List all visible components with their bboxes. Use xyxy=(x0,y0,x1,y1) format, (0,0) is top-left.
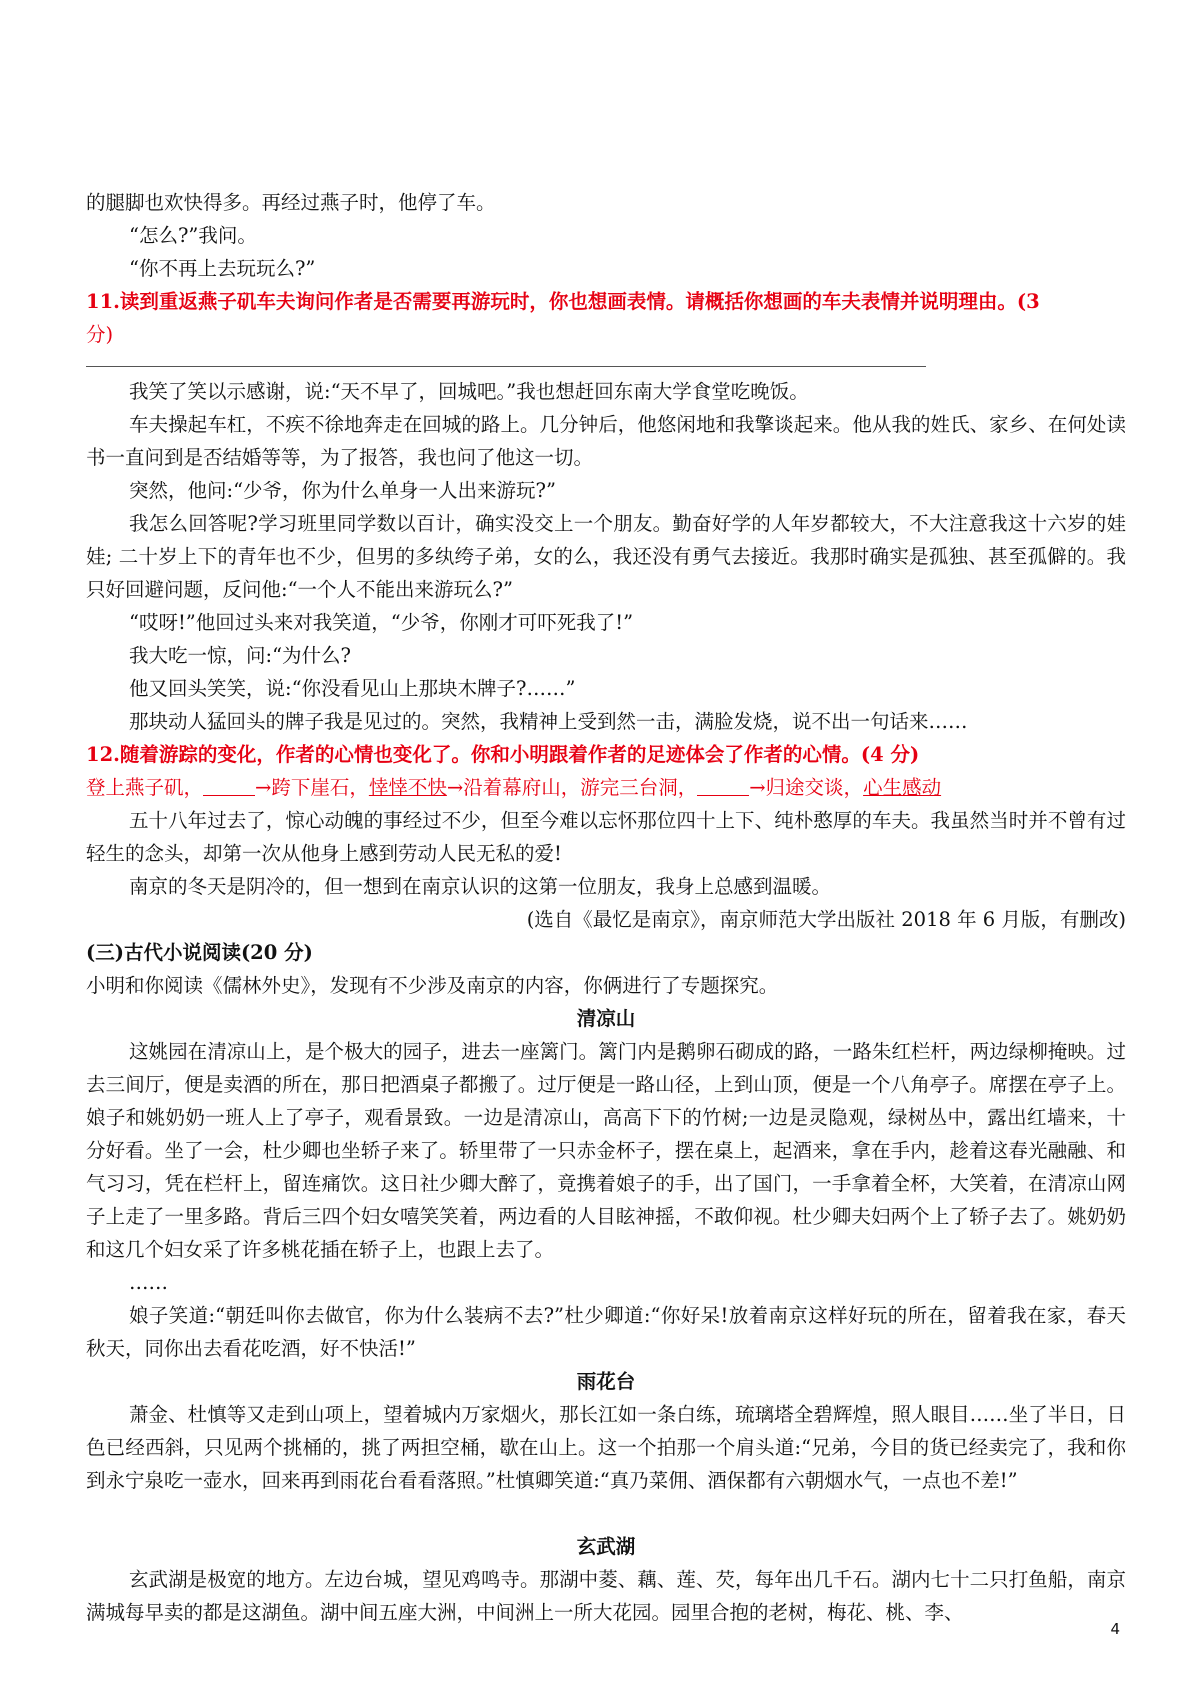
paragraph: 萧金、杜慎等又走到山项上，望着城内万家烟火，那长江如一条白练，琉璃塔全碧辉煌，照人眼目……坐了半日，日色已经西斜，只见两个挑桶的，挑了两担空桶，歇在山上。这一个拍那一个肩头道:“兄弟，今目的货已经卖完了，我和你到永宁泉吃一壶水，回来再到雨花台看看落照。”杜慎卿笑道:“真乃菜佣、酒保都有六朝烟水气，一点也不差!” xyxy=(86,1403,1126,1492)
question-11: 11.读到重返燕子矶车夫询问作者是否需要再游玩时，你也想画表情。请概括你想画的车夫表情并说明理由。(3 xyxy=(86,290,1040,313)
text-line: “你不再上去玩玩么?” xyxy=(129,257,316,280)
source-citation: (选自《最忆是南京》，南京师范大学出版社 2018 年 6 月版，有删改) xyxy=(526,908,1126,931)
page-number: 4 xyxy=(1110,1620,1120,1638)
paragraph: 五十八年过去了，惊心动魄的事经过不少，但至今难以忘怀那位四十上下、纯朴憨厚的车夫。我虽然当时并不曾有过轻生的念头，却第一次从他身上感到劳动人民无私的爱! xyxy=(86,809,1126,865)
answer-text: 悻悻不快 xyxy=(368,776,447,799)
answer-text: 登上燕子矶， xyxy=(86,776,204,799)
answer-text: →归途交谈， xyxy=(749,776,864,799)
paragraph: 我大吃一惊，问:“为什么? xyxy=(129,644,351,667)
fill-blank[interactable] xyxy=(203,775,255,796)
text-line: 的腿脚也欢快得多。再经过燕子时，他停了车。 xyxy=(86,191,496,214)
paragraph: 他又回头笑笑，说:“你没看见山上那块木牌子?……” xyxy=(129,677,576,700)
paragraph: 车夫操起车杠，不疾不徐地奔走在回城的路上。几分钟后，他悠闲地和我擎谈起来。他从我的姓氏、家乡、在何处读书一直问到是否结婚等等，为了报答，我也问了他这一切。 xyxy=(86,413,1126,469)
question-11-score: 分) xyxy=(86,323,114,346)
section-intro: 小明和你阅读《儒林外史》，发现有不少涉及南京的内容，你俩进行了专题探究。 xyxy=(86,974,779,997)
answer-text: →跨下崖石， xyxy=(255,776,369,799)
subheading-yuhuatai: 雨花台 xyxy=(576,1370,636,1393)
answer-line xyxy=(86,366,926,367)
question-12: 12.随着游踪的变化，作者的心情也变化了。你和小明跟着作者的足迹体会了作者的心情。(4 分) xyxy=(86,743,920,766)
paragraph: 娘子笑道:“朝廷叫你去做官，你为什么装病不去?”杜少卿道:“你好呆!放着南京这样好玩的所在，留着我在家，春天秋天，同你出去看花吃酒，好不快活!” xyxy=(86,1304,1126,1360)
paragraph: 南京的冬天是阴冷的，但一想到在南京认识的这第一位朋友，我身上总感到温暖。 xyxy=(129,875,832,898)
paragraph: 这姚园在清凉山上，是个极大的园子，进去一座篱门。篱门内是鹅卵石砌成的路，一路朱红栏杆，两边绿柳掩映。过去三间厅，便是卖酒的所在，那日把酒桌子都搬了。过厅便是一路山径，上到山顶，便是一个八角亭子。席摆在亭子上。娘子和姚奶奶一班人上了亭子，观看景致。一边是清凉山，高高下下的竹树;一边是灵隐观，绿树丛中，露出红墙来，十分好看。坐了一会，杜少卿也坐轿子来了。轿里带了一只赤金杯子，摆在桌上，起酒来，拿在手内，趁着这春光融融、和气习习，凭在栏杆上，留连痛饮。这日社少卿大醉了，竟携着娘子的手，出了国门，一手拿着全杯，大笑着，在清凉山网子上走了一里多路。背后三四个妇女嘻笑笑着，两边看的人目眩神摇，不敢仰视。杜少卿夫妇两个上了轿子去了。姚奶奶和这几个妇女采了许多桃花插在轿子上，也跟上去了。 xyxy=(86,1040,1126,1261)
answer-text: →沿着幕府山，游完三台洞， xyxy=(446,776,698,799)
paragraph: 玄武湖是极宽的地方。左边台城，望见鸡鸣寺。那湖中菱、藕、莲、芡，每年出几千石。湖内七十二只打鱼船，南京满城每早卖的都是这湖鱼。湖中间五座大洲，中间洲上一所大花园。园里合抱的老树，梅花、桃、李、 xyxy=(86,1568,1126,1624)
paragraph: 我笑了笑以示感谢，说:“天不早了，回城吧。”我也想赶回东南大学食堂吃晚饭。 xyxy=(129,380,809,403)
answer-text: 心生感动 xyxy=(863,776,942,799)
text-line: “怎么?”我问。 xyxy=(129,224,257,247)
paragraph: 我怎么回答呢?学习班里同学数以百计，确实没交上一个朋友。勤奋好学的人年岁都较大，不大注意我这十六岁的娃娃; 二十岁上下的青年也不少，但男的多纨绔子弟，女的么，我还没有勇气去接近。我那时确实是孤独、甚至孤僻的。我只好回避问题，反问他:“一个人不能出来游玩么?” xyxy=(86,512,1126,601)
question-12-answer xyxy=(86,771,1126,804)
fill-blank[interactable] xyxy=(697,775,749,796)
subheading-qingliangshan: 清凉山 xyxy=(576,1007,636,1030)
paragraph: 那块动人猛回头的牌子我是见过的。突然，我精神上受到然一击，满脸发烧，说不出一句话来…… xyxy=(129,710,968,733)
section-heading: (三)古代小说阅读(20 分) xyxy=(86,941,313,964)
ellipsis: …… xyxy=(129,1271,168,1294)
subheading-xuanwuhu: 玄武湖 xyxy=(576,1535,636,1558)
paragraph: 突然，他问:“少爷，你为什么单身一人出来游玩?” xyxy=(129,479,556,502)
paragraph: “哎呀!”他回过头来对我笑道，“少爷，你刚才可吓死我了!” xyxy=(129,611,634,634)
